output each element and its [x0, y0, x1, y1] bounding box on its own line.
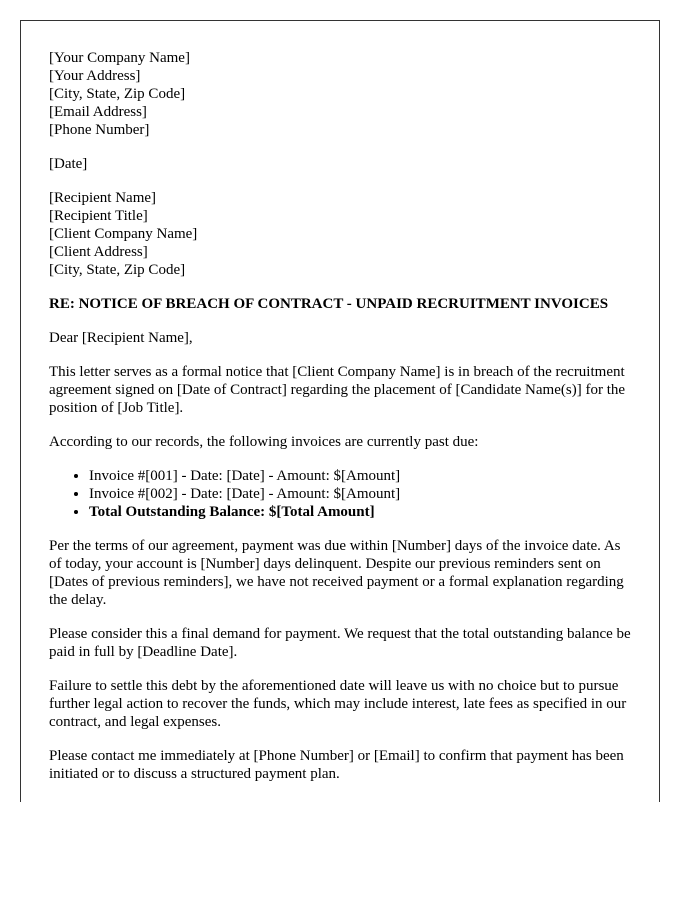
sender-email: [Email Address] [49, 104, 147, 120]
invoice-list [49, 467, 631, 521]
recipient-address: [Client Address] [49, 244, 148, 260]
letter-date: [Date] [49, 156, 88, 172]
salutation: Dear [Recipient Name], [49, 330, 193, 346]
invoice-item: • Invoice #[001] - Date: [Date] - Amount: $[Amount] [89, 467, 631, 485]
letter-page [20, 20, 660, 802]
recipient-company: [Client Company Name] [49, 226, 198, 242]
recipient-block [49, 189, 631, 279]
paragraph-notice: This letter serves as a formal notice that [Client Company Name] is in breach of the recruitment agreement signed on [Date of Contract] regarding the placement of [Candidate Name(s)] for the position of [Job Title]. [49, 364, 626, 416]
sender-block [49, 49, 631, 139]
paragraph-records: According to our records, the following invoices are currently past due: [49, 434, 479, 450]
sender-city: [City, State, Zip Code] [49, 86, 186, 102]
total-balance [89, 503, 631, 521]
paragraph-legal: Failure to settle this debt by the aforementioned date will leave us with no choice but to pursue further legal action to recover the funds, which may include interest, late fees as specified in our contract, and legal expenses. [49, 678, 627, 730]
paragraph-terms: Per the terms of our agreement, payment was due within [Number] days of the invoice date. As of today, your account is [Number] days delinquent. Despite our previous reminders sent on [Dates of previous reminders], we have not received payment or a formal explanation regarding the delay. [49, 538, 624, 608]
total-balance-text: Total Outstanding Balance: $[Total Amount] [89, 504, 375, 520]
recipient-title: [Recipient Title] [49, 208, 148, 224]
sender-address: [Your Address] [49, 68, 141, 84]
subject-line: RE: NOTICE OF BREACH OF CONTRACT - UNPAID RECRUITMENT INVOICES [49, 296, 609, 312]
recipient-name: [Recipient Name] [49, 190, 157, 206]
paragraph-contact: Please contact me immediately at [Phone Number] or [Email] to confirm that payment has been initiated or to discuss a structured payment plan. [49, 748, 624, 782]
paragraph-demand: Please consider this a final demand for payment. We request that the total outstanding balance be paid in full by [Deadline Date]. [49, 626, 631, 660]
sender-company: [Your Company Name] [49, 50, 190, 66]
recipient-city: [City, State, Zip Code] [49, 262, 186, 278]
invoice-item: • Invoice #[002] - Date: [Date] - Amount: $[Amount] [89, 485, 631, 503]
sender-phone: [Phone Number] [49, 122, 150, 138]
